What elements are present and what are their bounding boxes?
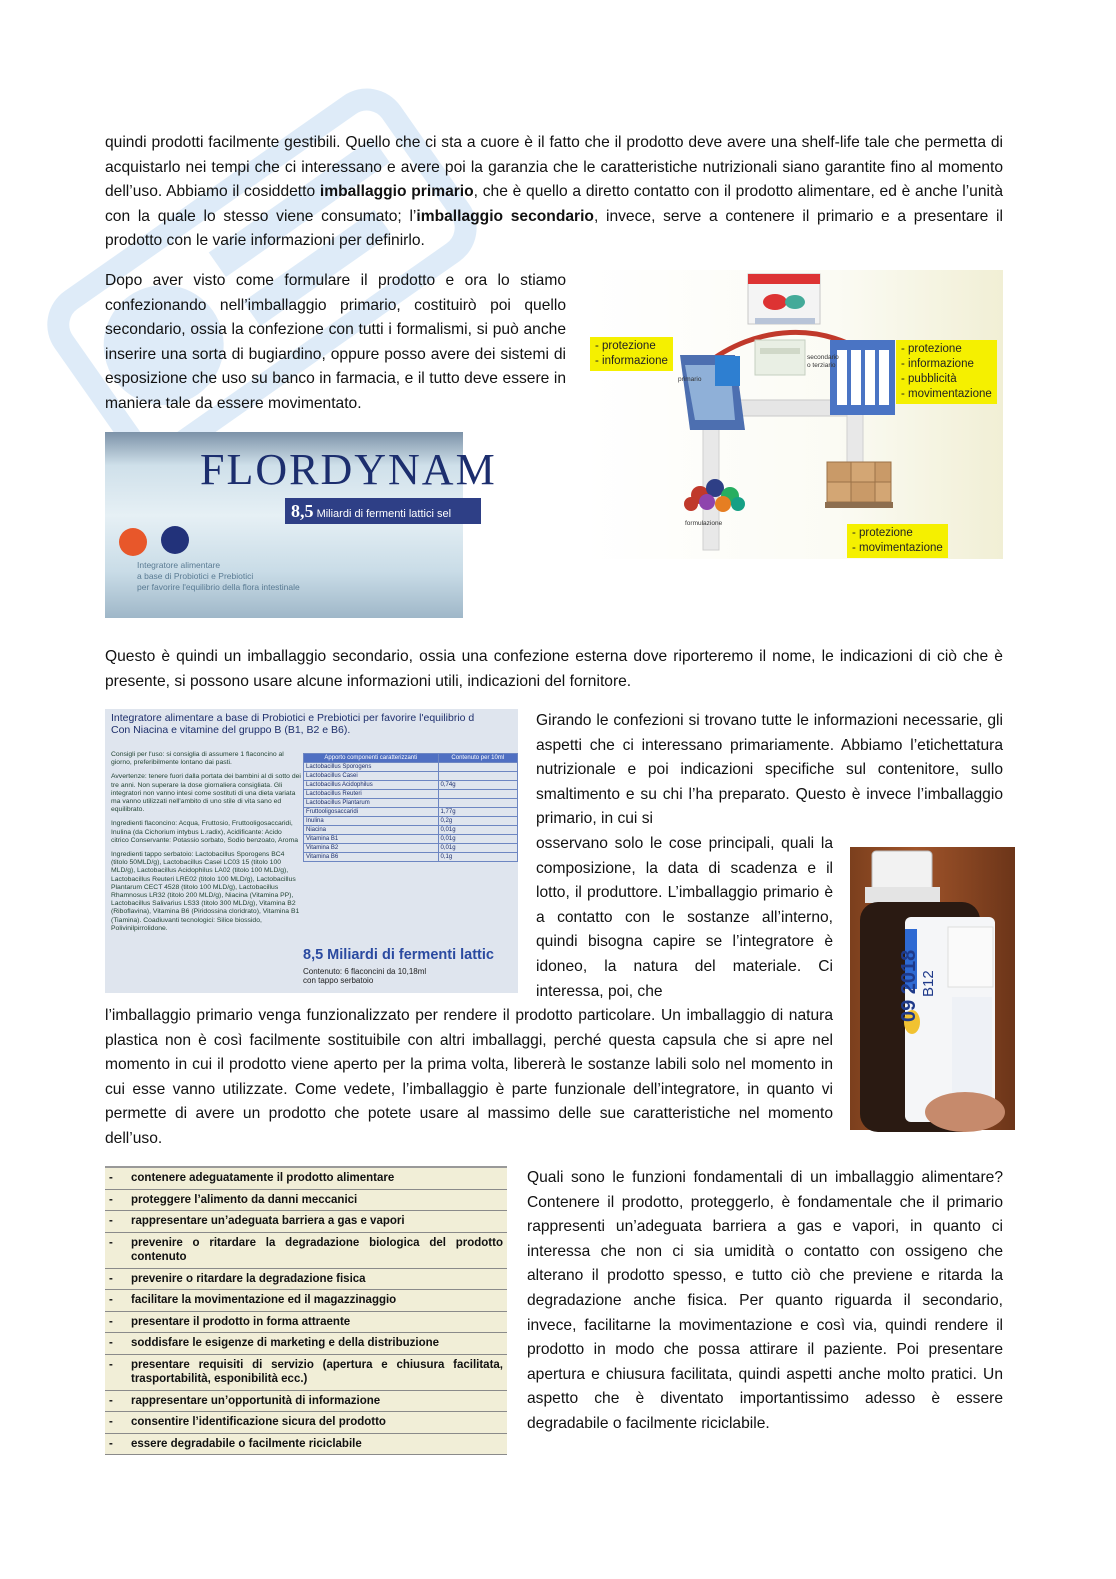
function-list-item bbox=[105, 1333, 507, 1355]
label-table-cell: 0,2g bbox=[438, 817, 517, 826]
label-ingredienti-tappo: Ingredienti tappo serbatoio: Lactobacillus Sporogens BC4 (titolo 50MLD/g), Lactobacillus Casei LC03 15 (titolo 100 MLD/g), Lactobacillus Acidophilus LA02 (titolo 100 MLD/g), Lactobacillus Reuteri LRE02 (titolo 100 MLD/g), Lactobacillus Plantarum CECT 4528 (titolo 100 MLD/g), Lactobacillus Rhamnosus LR32 (titolo 200 MLD/g), Niacina (Vitamina PP), Lactobacillus Salivarius LS33 (titolo 300 MLD/g), Vitamina B2 (Riboflavina), Vitamina B6 (Piridossina cloridrato), Vitamina B1 (Tiamina). Coadiuvanti tecnologici: Silice biossido, Polivinilpirrolidone. bbox=[111, 851, 300, 932]
list-bullet: - bbox=[109, 1272, 113, 1285]
label-ingredienti-flaconcino: Ingredienti flaconcino: Acqua, Fruttosio, Fruttooligosaccaridi, Inulina (da Cichorium intybus L.radix), Acidificante: Acido citrico Conservante: Potassio sorbato, Sodio benzoato, Aroma bbox=[111, 820, 299, 844]
label-consigli: Consigli per l'uso: si consiglia di assumere 1 flaconcino al giorno, preferibilmente lontano dai pasti. bbox=[111, 751, 284, 767]
function-list-text: presentare requisiti di servizio (apertura e chiusura facilitata, trasportabilità, esponibilità ecc.) bbox=[131, 1358, 503, 1385]
function-list-text: soddisfare le esigenze di marketing e della distribuzione bbox=[131, 1337, 440, 1349]
function-list-item bbox=[105, 1355, 507, 1391]
flordynam-badge-blue bbox=[161, 526, 189, 554]
bold-term: imballaggio secondario bbox=[416, 207, 594, 225]
function-list-text: contenere adeguatamente il prodotto alimentare bbox=[131, 1172, 395, 1184]
bottle-expiry-date: 09 2018 bbox=[898, 949, 920, 1022]
paragraph-imballaggio-intro bbox=[105, 131, 1003, 254]
label-table-cell: 0,01g bbox=[438, 826, 517, 835]
function-list-item bbox=[105, 1269, 507, 1291]
label-table-row bbox=[304, 781, 518, 790]
label-table-cell: Vitamina B2 bbox=[304, 844, 439, 853]
function-list-text: prevenire o ritardare la degradazione fisica bbox=[131, 1272, 366, 1285]
label-table-row bbox=[304, 790, 518, 799]
label-table-cell: Inulina bbox=[304, 817, 439, 826]
bottle-lot: B12 bbox=[920, 970, 937, 997]
paragraph-etichettatura-a: Girando le confezioni si trovano tutte le informazioni necessarie, gli aspetti che ci interessano primariamente. Abbiamo l’etichettatura nutrizionale e poi indicazioni specifiche sul contenitore, sullo smaltimento e su chi l’ha preparato. Questo è invece l’imballaggio primario, in cui si bbox=[536, 712, 1003, 828]
label-table-row bbox=[304, 817, 518, 826]
paragraph-etichettatura-b: osservano solo le cose principali, quali la composizione, la data di scadenza e il lotto, il produttore. L’imballaggio primario è a contatto con le sostanze all’interno, quindi bisogna capire se l’integratore è idoneo, la natura del materiale. Ci interessa, poi, che bbox=[536, 835, 833, 1000]
label-left-column bbox=[111, 751, 301, 933]
label-table-cell bbox=[438, 763, 517, 772]
label-table-cell: Lactobacillus Casei bbox=[304, 772, 439, 781]
label-table-cell: 0,01g bbox=[438, 835, 517, 844]
label-table-header-row bbox=[304, 754, 518, 763]
paragraph-etichettatura-c: l’imballaggio primario venga funzionalizzato per rendere il prodotto particolare. Un imballaggio di natura plastica non è così facilmente sostituibile con altri imballaggi, perché questa capsula che si apre nel momento in cui il prodotto viene aperto per la prima volta, libererà le sostanze labili solo nel momento in cui esse vanno utilizzate. Come vedete, l’imballaggio è parte funzionale dell’integratore, in quanto vi permette di avere un prodotto che potete usare al massimo delle sue caratteristiche nel momento dell’uso. bbox=[105, 1007, 833, 1147]
bold-term: imballaggio primario bbox=[319, 183, 474, 201]
flordynam-box-photo bbox=[105, 432, 497, 618]
label-table-cell: Lactobacillus Acidophilus bbox=[304, 781, 439, 790]
label-table-cell: Lactobacillus Sporogens bbox=[304, 763, 439, 772]
flordynam-band-text: Miliardi di fermenti lattici sel bbox=[316, 508, 452, 520]
list-bullet: - bbox=[109, 1358, 113, 1371]
function-list-item bbox=[105, 1211, 507, 1233]
list-bullet: - bbox=[109, 1437, 113, 1450]
label-table-cell: 0,1g bbox=[438, 853, 517, 862]
flordynam-brand: FLORDYNAM bbox=[200, 445, 497, 494]
label-table-row bbox=[304, 763, 518, 772]
function-list-text: rappresentare un’adeguata barriera a gas e vapori bbox=[131, 1215, 405, 1227]
function-list-text: facilitare la movimentazione ed il magazzinaggio bbox=[131, 1294, 397, 1306]
label-header: Integratore alimentare a base di Probiotici e Prebiotici per favorire l'equilibrio d Con Niacina e vitamine del gruppo B (B1, B2 e B6). bbox=[111, 712, 475, 736]
label-table-cell bbox=[438, 772, 517, 781]
packaging-levels-diagram bbox=[585, 270, 1003, 559]
function-list-text: presentare il prodotto in forma attraente bbox=[131, 1315, 351, 1328]
node-formulazione: formulazione bbox=[685, 520, 723, 527]
label-avvertenze: Avvertenze: tenere fuori dalla portata dei bambini al di sotto dei tre anni. Non superare la dose giornaliera consigliata. Gli integratori non vanno intesi come sostituti di una dieta variata ma vanno utilizzati nell'ambito di uno stile di vita sano ed equilibrato. bbox=[111, 773, 301, 814]
function-list-item bbox=[105, 1391, 507, 1413]
list-bullet: - bbox=[109, 1294, 113, 1306]
text-run: , che è quello a diretto contatto con il prodotto alimentare, ed è anche l’unità con la quale lo stesso viene consumato; l’ bbox=[105, 183, 1003, 225]
list-bullet: - bbox=[109, 1394, 113, 1407]
flordynam-badge-orange bbox=[119, 528, 147, 556]
label-table-row bbox=[304, 808, 518, 817]
list-bullet: - bbox=[109, 1215, 113, 1227]
label-table-cell: Niacina bbox=[304, 826, 439, 835]
list-bullet: - bbox=[109, 1315, 113, 1328]
label-table-row bbox=[304, 844, 518, 853]
label-table-row bbox=[304, 772, 518, 781]
label-table-cell bbox=[438, 790, 517, 799]
paragraph-confezionamento: Dopo aver visto come formulare il prodotto e ora lo stiamo confezionando nell’imballaggio primario, costituirò poi quello secondario, ossia la confezione con tutti i formalismi, si può anche inserire una sorta di bugiardino, oppure posso avere dei sistemi di esposizione che uso su banco in farmacia, e il tutto deve essere in maniera tale da essere movimentato. bbox=[105, 272, 566, 412]
paragraph-imballaggio-secondario: Questo è quindi un imballaggio secondario, ossia una confezione esterna dove riporteremo il nome, le indicazioni di ciò che è presente, si possono usare alcune informazioni utili, indicazioni del fornitore. bbox=[105, 648, 1003, 690]
function-list-item bbox=[105, 1168, 507, 1190]
function-list-item bbox=[105, 1233, 507, 1269]
function-list-item bbox=[105, 1434, 507, 1456]
label-table-row bbox=[304, 835, 518, 844]
label-table-row bbox=[304, 853, 518, 862]
label-fermenti-count: 8,5 Miliardi di fermenti lattic bbox=[303, 947, 494, 963]
label-table-cell: 0,74g bbox=[438, 781, 517, 790]
diagram-graphics bbox=[585, 270, 1003, 559]
label-primary-functions: - protezione - informazione bbox=[590, 337, 673, 371]
node-primario: primario bbox=[678, 376, 702, 383]
text-run: , invece, serve a contenere il primario e a presentare il prodotto con le varie informazioni per definirlo. bbox=[105, 207, 1003, 250]
flordynam-band-number: 8,5 bbox=[291, 501, 314, 521]
label-table-cell: 0,01g bbox=[438, 844, 517, 853]
function-list-text: prevenire o ritardare la degradazione biologica del prodotto contenuto bbox=[131, 1236, 503, 1263]
list-bullet: - bbox=[109, 1172, 113, 1184]
node-secondario: secondario o terziario bbox=[807, 354, 839, 369]
label-tertiary-functions: - protezione - movimentazione bbox=[847, 524, 948, 558]
label-contenuto: Contenuto: 6 flaconcini da 10,18ml con tappo serbatoio bbox=[303, 967, 427, 985]
function-list-text: rappresentare un’opportunità di informazione bbox=[131, 1394, 381, 1407]
function-list-item bbox=[105, 1190, 507, 1212]
flordynam-band bbox=[285, 498, 481, 524]
list-bullet: - bbox=[109, 1337, 113, 1349]
function-list-item bbox=[105, 1290, 507, 1312]
label-table-header-cell: Contenuto per 10ml bbox=[438, 754, 517, 763]
label-table-cell: Lactobacillus Plantarum bbox=[304, 799, 439, 808]
label-table-header-cell: Apporto componenti caratterizzanti bbox=[304, 754, 439, 763]
list-bullet: - bbox=[109, 1236, 113, 1249]
packaging-functions-list bbox=[105, 1166, 507, 1455]
list-bullet: - bbox=[109, 1193, 113, 1206]
function-list-text: consentire l’identificazione sicura del prodotto bbox=[131, 1416, 386, 1428]
label-table-row bbox=[304, 826, 518, 835]
label-table-row bbox=[304, 799, 518, 808]
label-secondary-functions: - protezione - informazione - pubblicità - movimentazione bbox=[896, 340, 997, 404]
function-list-text: proteggere l’alimento da danni meccanici bbox=[131, 1193, 358, 1206]
label-nutrition-table bbox=[303, 753, 518, 862]
label-table-cell: Fruttooligosaccaridi bbox=[304, 808, 439, 817]
function-list-item bbox=[105, 1412, 507, 1434]
label-table-cell: 1,77g bbox=[438, 808, 517, 817]
label-table-cell: Vitamina B1 bbox=[304, 835, 439, 844]
bottle-photo bbox=[850, 847, 1015, 1130]
label-table-cell: Lactobacillus Reuteri bbox=[304, 790, 439, 799]
list-bullet: - bbox=[109, 1416, 113, 1428]
label-table-cell: Vitamina B6 bbox=[304, 853, 439, 862]
flordynam-small-text: Integratore alimentare a base di Probiotici e Prebiotici per favorire l'equilibrio della flora intestinale bbox=[137, 560, 300, 592]
paragraph-funzioni: Quali sono le funzioni fondamentali di un imballaggio alimentare? Contenere il prodotto, proteggerlo, è fondamentale che il primario rappresenti un’adeguata barriera a gas e vapori, in quanto ci interessa che non ci sia umidità o contatto con ossigeno che alterano il prodotto spesso, e tutto ciò che previene e ritarda la degradazione anche fisica. Per quanto riguarda il secondario, invece, facilitarne la movimentazione e così via, quindi rendere il prodotto in modo che possa attirare il paziente. Poi presentare apertura e chiusura facilitata, quindi aspetti anche molto pratici. Un aspetto che è diventato importantissimo adesso è essere degradabile o facilmente riciclabile. bbox=[527, 1169, 1003, 1432]
function-list-item bbox=[105, 1312, 507, 1334]
product-label-photo bbox=[105, 709, 518, 993]
label-table-cell bbox=[438, 799, 517, 808]
function-list-text: essere degradabile o facilmente riciclabile bbox=[131, 1437, 362, 1450]
text-run: quindi prodotti facilmente gestibili. Quello che ci sta a cuore è il fatto che il prodotto deve avere una shelf-life tale che permetta di acquistarlo nei tempi che ci interessano e avere poi la garanzia che le caratteristiche nutrizionali siano garantite fino al momento dell’uso. Abbiamo il cosiddetto bbox=[105, 134, 1003, 201]
